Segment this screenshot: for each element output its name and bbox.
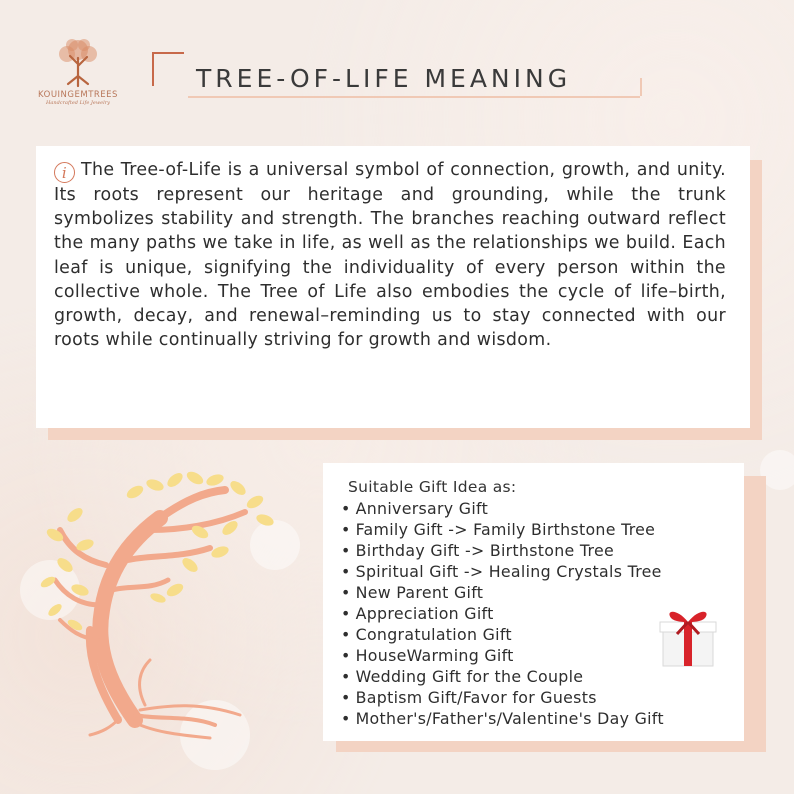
- list-item: • Congratulation Gift: [341, 624, 664, 645]
- title-frame-end: [630, 78, 642, 96]
- gift-list: [341, 498, 664, 729]
- list-item: • Family Gift -> Family Birthstone Tree: [341, 519, 664, 540]
- list-item: • Spiritual Gift -> Healing Crystals Tree: [341, 561, 664, 582]
- list-item: • Birthday Gift -> Birthstone Tree: [341, 540, 664, 561]
- page-title: TREE-OF-LIFE MEANING: [196, 64, 572, 93]
- title-frame-top: [152, 52, 182, 54]
- title-frame-corner: [152, 52, 184, 86]
- list-item: • Baptism Gift/Favor for Guests: [341, 687, 664, 708]
- list-item: • New Parent Gift: [341, 582, 664, 603]
- brand-logo: [28, 36, 128, 106]
- gift-heading: Suitable Gift Idea as:: [348, 478, 517, 496]
- tree-of-life-icon: [40, 470, 300, 740]
- list-item: • Mother's/Father's/Valentine's Day Gift: [341, 708, 664, 729]
- brand-name: KOUINGEMTREES: [38, 90, 118, 100]
- list-item: • HouseWarming Gift: [341, 645, 664, 666]
- description-paragraph: [54, 158, 726, 352]
- list-item: • Appreciation Gift: [341, 603, 664, 624]
- description-text: The Tree-of-Life is a universal symbol of connection, growth, and unity. Its roots represent our heritage and grounding, while the trunk symbolizes stability and strength. The branches reaching outward reflect the many paths we take in life, as well as the relationships we build. Each leaf is unique, signifying the individuality of every person within the collective whole. The Tree of Life also embodies the cycle of life–birth, growth, decay, and renewal–reminding us to stay connected with our roots while continually striving for growth and wisdom.: [54, 160, 726, 351]
- info-icon: i: [54, 162, 75, 183]
- title-underline: [188, 96, 640, 98]
- tree-logo-icon: [50, 36, 106, 88]
- brand-tagline: Handcrafted Life Jewelry: [46, 100, 110, 106]
- list-item: • Anniversary Gift: [341, 498, 664, 519]
- gift-box-icon: [655, 604, 721, 668]
- list-item: • Wedding Gift for the Couple: [341, 666, 664, 687]
